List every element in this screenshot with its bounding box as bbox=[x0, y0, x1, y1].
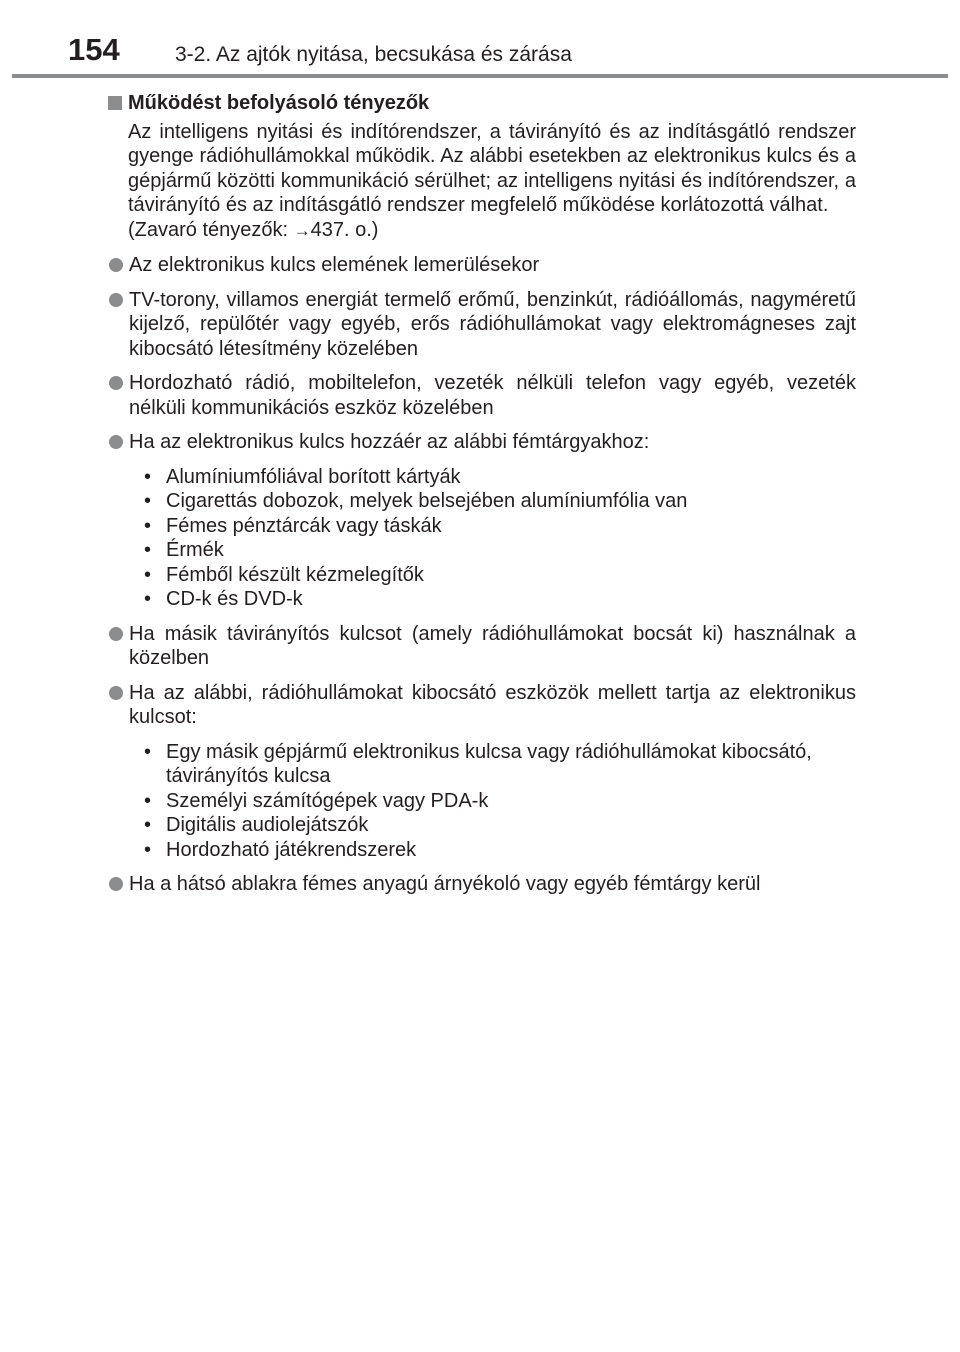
dot-bullet-icon: • bbox=[144, 838, 152, 861]
dot-bullet-icon: • bbox=[144, 789, 152, 812]
sub-item-text: Egy másik gépjármű elektronikus kulcsa vagy rádióhullámokat kibocsátó, távirányítós kulcsa bbox=[166, 740, 812, 787]
bullet-body bbox=[129, 681, 856, 730]
bullet-item bbox=[108, 622, 856, 671]
page-content bbox=[108, 91, 856, 897]
subheading-text: Működést befolyásoló tényezők bbox=[128, 92, 430, 114]
bullet-text: Hordozható rádió, mobiltelefon, vezeték nélküli telefon vagy egyéb, vezeték nélküli kommunikációs eszköz közelében bbox=[129, 372, 856, 419]
bullet-item bbox=[108, 371, 856, 420]
circle-bullet-icon bbox=[109, 258, 123, 272]
bullet-text: Ha másik távirányítós kulcsot (amely rádióhullámokat bocsát ki) használnak a közelben bbox=[129, 622, 856, 669]
sub-list-item bbox=[144, 587, 856, 612]
square-bullet-icon bbox=[108, 96, 122, 110]
sub-item-text: Alumíniumfóliával borított kártyák bbox=[166, 465, 461, 488]
bullet-body bbox=[129, 622, 856, 671]
header-divider bbox=[12, 74, 948, 78]
circle-bullet-icon bbox=[109, 627, 123, 641]
sub-list-item bbox=[144, 538, 856, 563]
dot-bullet-icon: • bbox=[144, 490, 152, 512]
reference-target: 437. o.) bbox=[310, 218, 379, 241]
bullet-body bbox=[129, 371, 856, 420]
sub-item-text: Fémes pénztárcák vagy táskák bbox=[166, 514, 442, 537]
sub-item-text: Digitális audiolejátszók bbox=[166, 814, 369, 836]
dot-bullet-icon: • bbox=[144, 465, 152, 488]
bullet-item bbox=[108, 288, 856, 362]
arrow-right-icon: → bbox=[293, 220, 311, 240]
sub-list bbox=[144, 740, 856, 863]
sub-list-item bbox=[144, 813, 856, 838]
reference-line bbox=[128, 218, 856, 244]
dot-bullet-icon: • bbox=[144, 740, 152, 763]
dot-bullet-icon: • bbox=[144, 539, 152, 561]
bullet-text: TV-torony, villamos energiát termelő erőmű, benzinkút, rádióállomás, nagyméretű kijelző, repülőtér vagy egyéb, erős rádióhullámokat vagy elektromágneses zajt kibocsátó létesítmény közelében bbox=[129, 288, 856, 360]
bullet-body bbox=[129, 253, 856, 278]
sub-list-item bbox=[144, 465, 856, 490]
page-header bbox=[0, 0, 960, 80]
dot-bullet-icon: • bbox=[144, 588, 152, 610]
section-title: 3-2. Az ajtók nyitása, becsukása és zárása bbox=[175, 43, 572, 66]
circle-bullet-icon bbox=[109, 435, 123, 449]
circle-bullet-icon bbox=[109, 376, 123, 390]
circle-bullet-icon bbox=[109, 686, 123, 700]
sub-item-text: Cigarettás dobozok, melyek belsejében alumíniumfólia van bbox=[166, 490, 688, 512]
bullet-text: Ha az elektronikus kulcs hozzáér az alábbi fémtárgyakhoz: bbox=[129, 431, 650, 453]
bullet-text: Ha az alábbi, rádióhullámokat kibocsátó eszközök mellett tartja az elektronikus kulcsot: bbox=[129, 681, 856, 728]
circle-bullet-icon bbox=[109, 877, 123, 891]
dot-bullet-icon: • bbox=[144, 563, 152, 586]
sub-list-item bbox=[144, 563, 856, 588]
sub-item-text: Személyi számítógépek vagy PDA-k bbox=[166, 789, 489, 812]
subheading bbox=[108, 91, 856, 116]
bullet-list bbox=[108, 253, 856, 897]
page-number: 154 bbox=[68, 32, 120, 67]
sub-list bbox=[144, 465, 856, 612]
bullet-body bbox=[129, 430, 856, 455]
circle-bullet-icon bbox=[109, 293, 123, 307]
bullet-item bbox=[108, 872, 856, 897]
sub-item-text: Fémből készült kézmelegítők bbox=[166, 563, 424, 586]
sub-list-item bbox=[144, 514, 856, 539]
dot-bullet-icon: • bbox=[144, 514, 152, 537]
sub-list-item bbox=[144, 838, 856, 863]
sub-item-text: Hordozható játékrendszerek bbox=[166, 838, 417, 861]
bullet-text: Az elektronikus kulcs elemének lemerülésekor bbox=[129, 254, 540, 276]
bullet-text: Ha a hátsó ablakra fémes anyagú árnyékoló vagy egyéb fémtárgy kerül bbox=[129, 873, 761, 895]
sub-list-item bbox=[144, 789, 856, 814]
bullet-body bbox=[129, 288, 856, 362]
bullet-body bbox=[129, 872, 856, 897]
bullet-item bbox=[108, 430, 856, 455]
intro-paragraph: Az intelligens nyitási és indítórendszer, a távirányító és az indításgátló rendszer gyenge rádióhullámokkal működik. Az alábbi esetekben az elektronikus kulcs és a gépjármű közötti kommunikáció sérülhet; az intelligens nyitási és indítórendszer, a távirányító és az indításgátló rendszer megfelelő működése korlátozottá válhat. bbox=[128, 120, 856, 216]
reference-prefix: (Zavaró tényezők: bbox=[128, 218, 294, 241]
sub-list-item bbox=[144, 740, 856, 789]
bullet-item bbox=[108, 681, 856, 730]
sub-item-text: Érmék bbox=[166, 539, 224, 561]
dot-bullet-icon: • bbox=[144, 814, 152, 836]
sub-item-text: CD-k és DVD-k bbox=[166, 588, 303, 610]
bullet-item bbox=[108, 253, 856, 278]
sub-list-item bbox=[144, 489, 856, 514]
